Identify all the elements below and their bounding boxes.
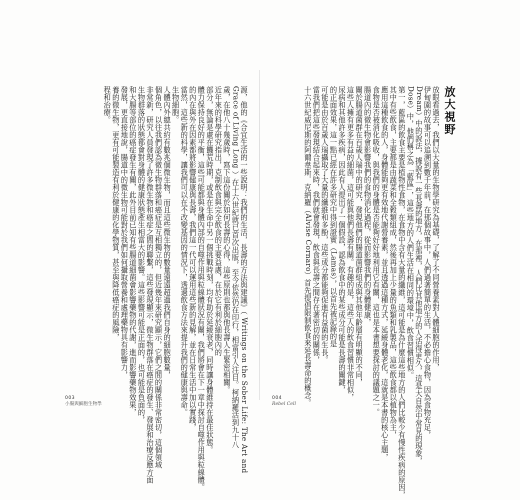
running-head: 小腸與細胞生物學 — [65, 402, 102, 407]
page-number: 003 — [65, 396, 75, 401]
text-line: 個角色，以往我們認為微生物群落和癌症是互相獨立的，但近幾年來研究顯示，它們之間的關係非常密切，這個領域 — [154, 86, 164, 469]
text-line: Dose）中，他們稱之為「藍區」，這些地方的人們生活在相同的環境中，飲食習慣相似。 — [406, 86, 416, 380]
text-line: 尿病和其他許多疾病，因此有人提出了一個假設，認為飲食中的某些成分可能是長壽的關鍵， — [337, 86, 347, 394]
text-line: 生物細胞。 — [171, 86, 181, 124]
text-line: 放眼看過去，我們以大量的生物學研究為基礎，了解了不同營養素對人體細胞的作用， — [432, 86, 441, 371]
text-line: 歲，在他八十幾歲時，寫下這份關於如何長壽的心得，這些原則也都與他長壽人生緊密相關。 — [222, 86, 232, 394]
running-head: Rebel Cell — [272, 402, 296, 407]
text-line: 十六世紀威尼斯的阿爾韋斯．克納羅（Alvise Cornaro）首先提倡限制飲食來延長壽命的概念。 — [303, 86, 313, 407]
text-line: 食物是否被消化吸收，與我們的身體是否能夠好好地利用它有關，這也是本書想要探討的議題之一。 — [372, 86, 382, 416]
text-line: 養的微生物，更有可能製造有利於健康的化學物質，甚至與降低癌症的風險， — [111, 86, 121, 341]
page-gutter — [259, 70, 260, 400]
left-page-text — [103, 86, 249, 491]
text-line: 其中有些飲食，主要都是由蔬菜和全穀類組成，然後再加上少量的魚類和乳製品，這些飲食都以植物為主， — [389, 86, 399, 439]
page-number: 004 — [272, 396, 282, 401]
text-line: 當然，這些新的科學，讓我們可以在不改變基因的情況下，透過飲食方法來提升我們的健康與壽命。 — [180, 86, 190, 416]
right-folio — [272, 396, 296, 408]
right-page-text — [303, 86, 458, 499]
text-line: 這些人擁有更多有益的細菌，這可能與他們長壽有關。有趣的是，這些人的飲食習慣非常相似， — [346, 86, 356, 401]
text-line: 的正面效果，這一點已經在許多研究中得到證實（Lamas），以首先被記錄的是 — [329, 86, 339, 348]
text-line: 發展，更直接地說，腸道中的微生物可能對於我們如何攝取營養和處理藥物具有影響力， — [120, 86, 130, 379]
text-line: 可能是由於百歲人瑞攝取了大量的纖維和多酚，這些成分都能夠促進有益菌的生長。 — [320, 86, 330, 364]
text-line: 生物群落的狀態都會對身體的健康狀態產生相當大的影響。這些影響可能是正面的，也可能是負面的， — [137, 86, 147, 424]
text-line: 關於腸道菌群在百歲人瑞中的研究，發現他們的腸道菌群組成與其他年齡層有明顯的不同， — [355, 86, 365, 386]
text-line: 體力保持良好的平衡，這些可能都與身體內部的自噬作用與粒線體狀況有關，我們將會在下一章中探討自噬作用與粒線體。 — [197, 86, 207, 491]
text-line: 腸道內的微生物會影響我們的食物消化過程，從而影響我們的身體健康， — [363, 86, 373, 326]
text-line: 近年來的科學研究指出，克制飲食與完全飲食的主要益處，在於它有利於細胞內的 — [214, 86, 224, 356]
text-line: 當我們把這些發現結合起來時，我們就會發現，飲食與長壽之間存在著密切的關係， — [312, 86, 322, 364]
left-folio — [65, 396, 102, 408]
text-line: Grace of Living Long ）在十六世紀就已首次出版，至今依然仍在印行，相當引人注目。柯納羅活到九十八 — [231, 86, 241, 449]
text-line: 非常新，研究人員發現了許多微生物和癌症之間的聯繫，這些發現顯示，微生物群落在癌症的發生、發展和治療反應方面 — [145, 86, 155, 484]
text-line: Dream）中的說法，據說有一些長壽的地方，在那裡，人們比其他地方的人活得更久，這是大自然中常見的現象， — [414, 86, 424, 465]
text-line: 人體內外總共約有數兆個微生物，而且這些微生物的數量遠遠超過我們自身的細胞數量， — [163, 86, 173, 379]
text-line: 源，他的《合宜生活的一些說明：我們的生活，長壽的方法與建議》（ Writings on the Sober Life: The Art and — [240, 86, 249, 474]
text-line: 伊甸園的故事可以追溯到數千年前，在那個故事中，人們過著簡單的生活，不必擔心食物，因為食物充足， — [423, 86, 433, 439]
section-heading: 放大視野 — [443, 86, 456, 136]
text-line: 第一，藍區的飲食主要是植物性食物，在食物中含有大量的纖維，這可能是為什麼這些地方的人們比較少有慢性疾病的原因， — [397, 86, 407, 499]
text-line: 應用這種飲食的人，身體能夠更有效地代謝營養素，並且透過這種方式，延緩身體老化，這就是本書的核心主題， — [380, 86, 390, 461]
text-line: 部分，無論是處在饑荒時期，或是在生命中另一個挑戰時刻，均有助於延緩衰老，同時讓身體維持在最佳狀態。 — [205, 86, 215, 454]
text-line: 和大腸等部位的癌症發生有關，此外目前已知有些腸道細菌會影響藥物的代謝，進而影響藥物效果， — [128, 86, 138, 416]
text-line: 的內在與外在因素都將影響健康與長壽，我們這一代可以運用這些新的見解，並在日常生活中加以實踐， — [188, 86, 198, 431]
text-line: 程和治療。 — [103, 86, 113, 124]
